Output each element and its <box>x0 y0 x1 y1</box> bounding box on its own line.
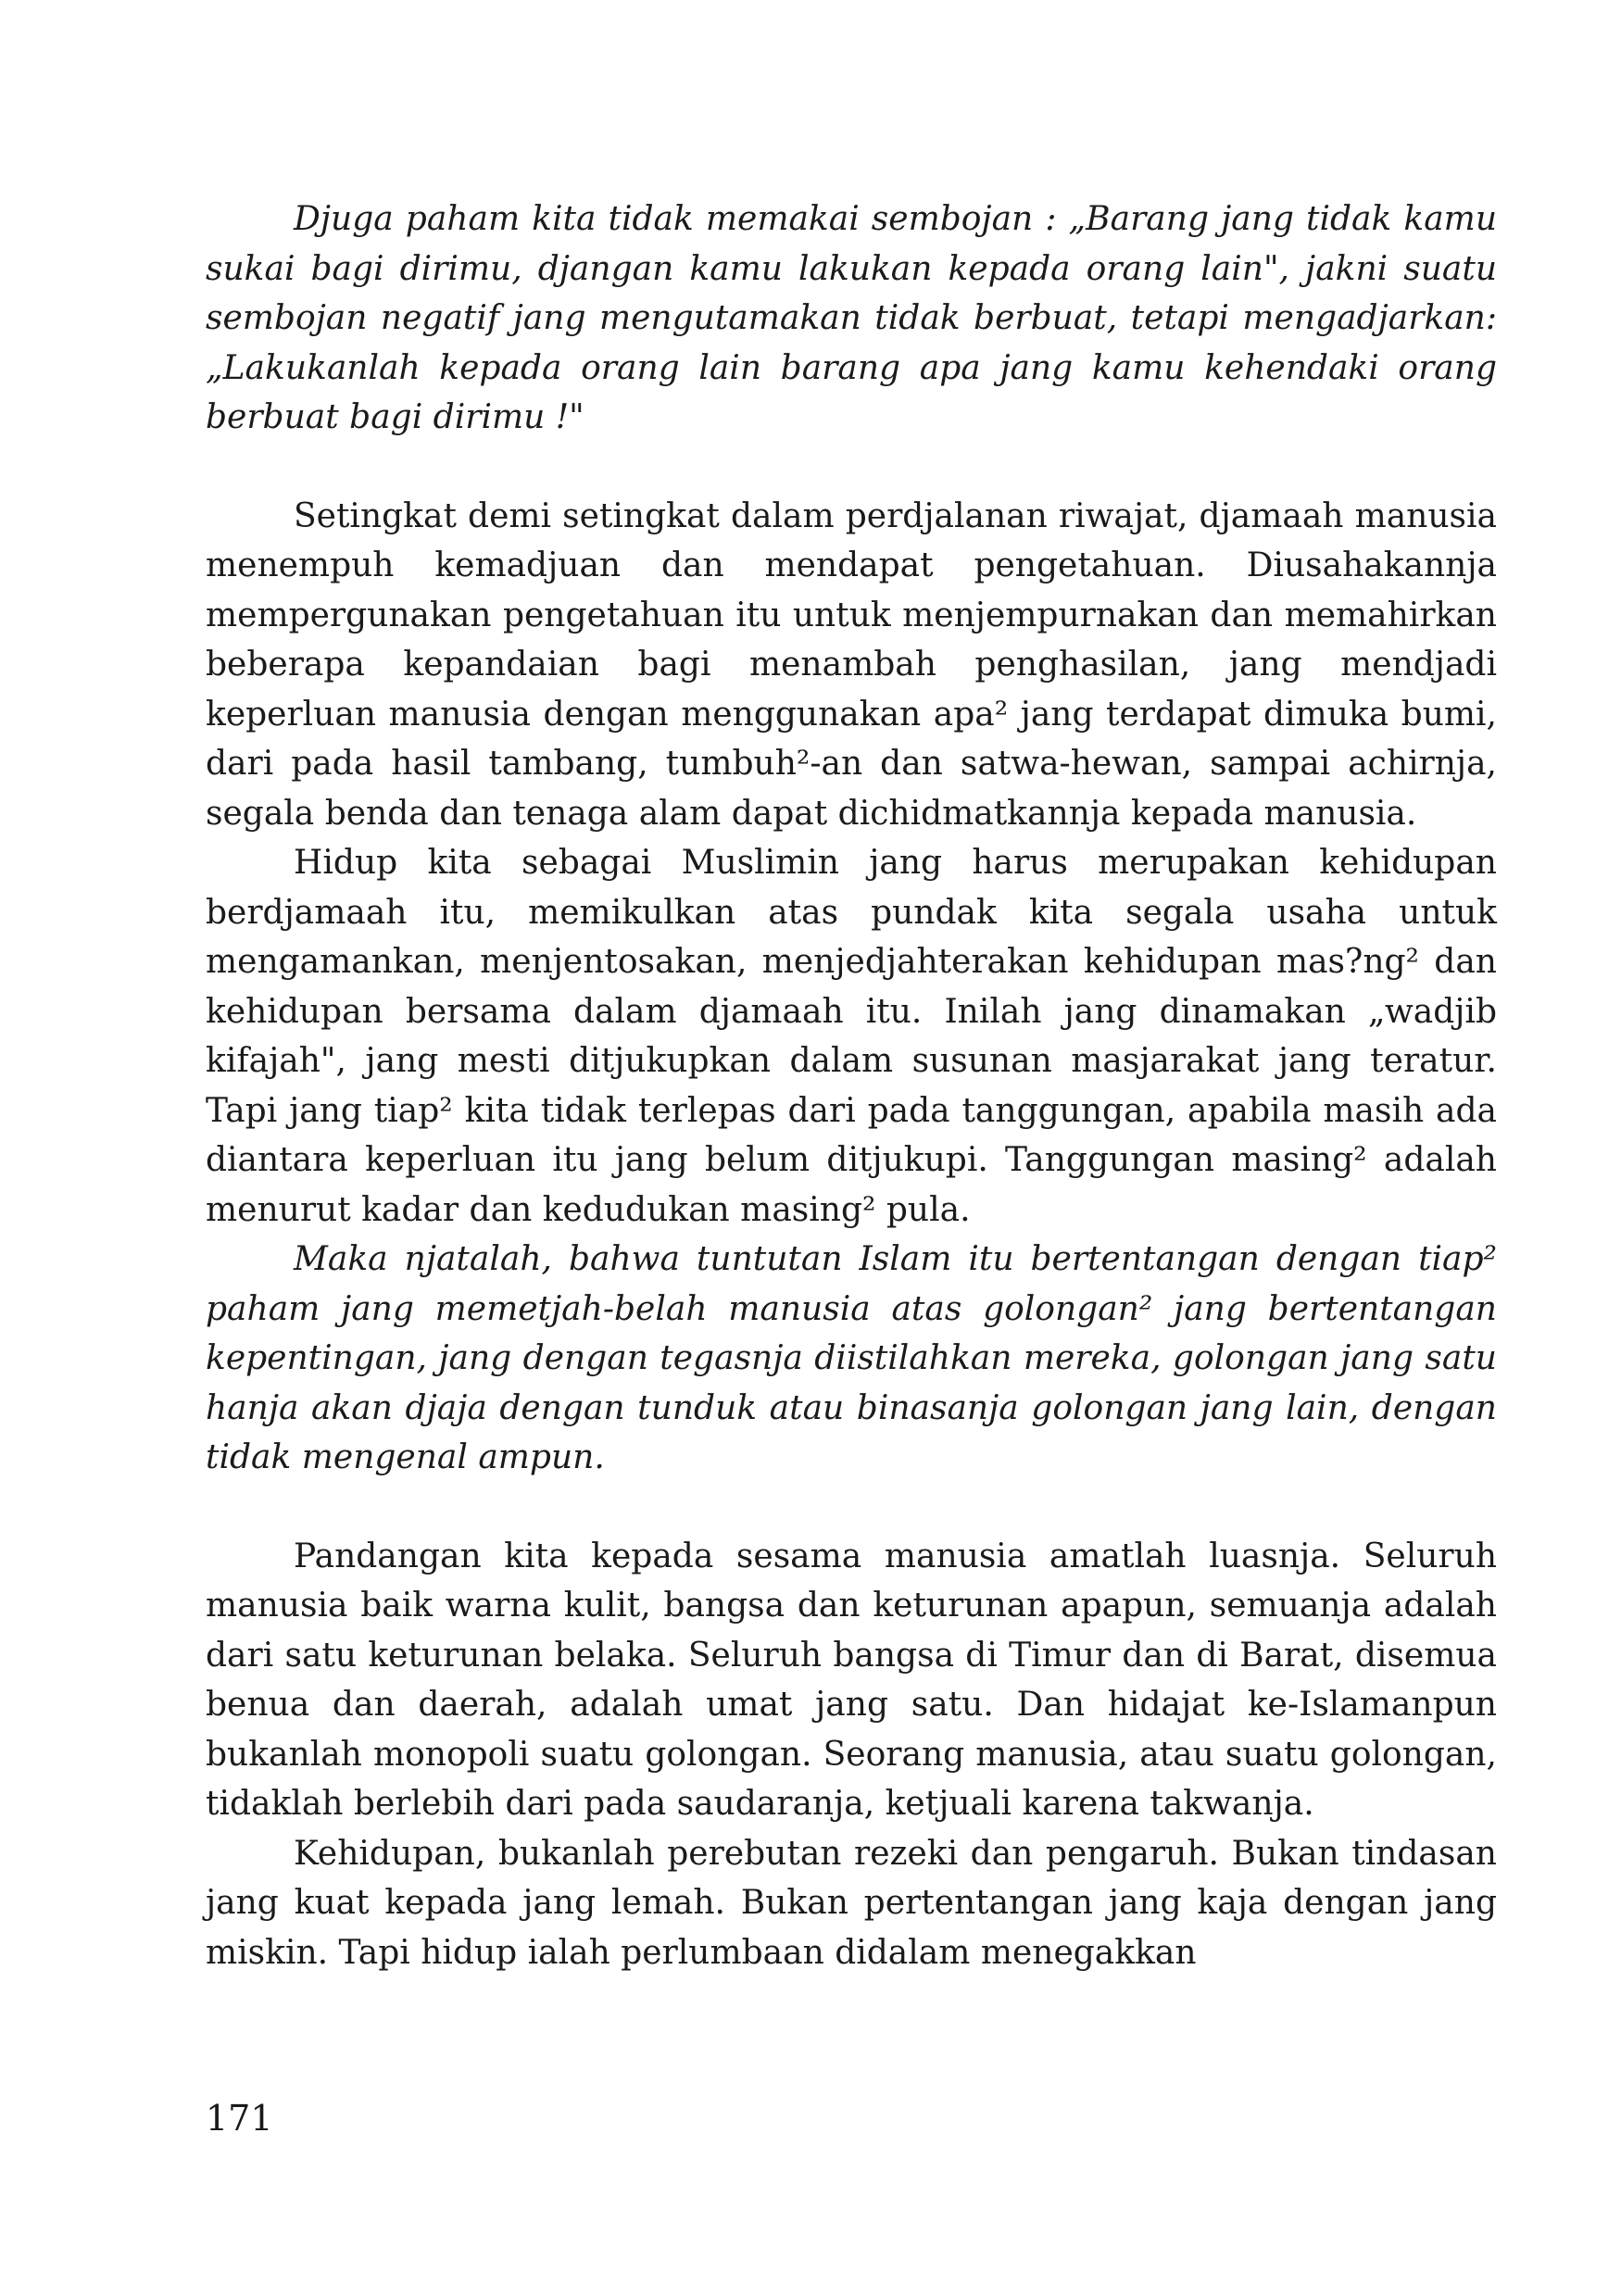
paragraph-kehidupan: Kehidupan, bukanlah perebutan rezeki dan pengaruh. Bukan tindasan jang kuat kepada jang lemah. Bukan pertentangan jang kaja dengan jang miskin. Tapi hidup ialah perlumbaan didalam menegakkan <box>206 1834 1497 1972</box>
page-number: 171 <box>206 2098 273 2139</box>
paragraph-hidup-muslimin: Hidup kita sebagai Muslimin jang harus merupakan kehidupan berdjamaah itu, memikulkan atas pundak kita segala usaha untuk mengamankan, menjentosakan, menjedjahterakan kehidupan mas?ng² dan kehidupan bersama dalam djamaah itu. Inilah jang dinamakan „wadjib kifajah", jang mesti ditjukupkan dalam susunan masjarakat jang teratur. Tapi jang tiap² kita tidak terlepas dari pada tanggungan, apabila masih ada diantara keperluan itu jang belum ditjukupi. Tanggungan masing² adalah menurut kadar dan kedudukan masing² pula. <box>206 844 1497 1229</box>
paragraph-pandangan: Pandangan kita kepada sesama manusia amatlah luasnja. Seluruh manusia baik warna kulit, bangsa dan keturunan apapun, semuanja adalah dari satu keturunan belaka. Seluruh bangsa di Timur dan di Barat, disemua benua dan daerah, adalah umat jang satu. Dan hidajat ke-Islamanpun bukanlah monopoli suatu golongan. Seorang manusia, atau suatu golongan, tidaklah berlebih dari pada saudaranja, ketjuali karena takwanja. <box>206 1537 1497 1823</box>
paragraph-sembojan: Djuga paham kita tidak memakai sembojan : „Barang jang tidak kamu sukai bagi dirimu, djangan kamu lakukan kepada orang lain", jakni suatu sembojan negatif jang mengutamakan tidak berbuat, tetapi mengadjarkan: „Lakukanlah kepada orang lain barang apa jang kamu kehendaki orang berbuat bagi dirimu !" <box>206 200 1497 436</box>
paragraph-maka-njatalah: Maka njatalah, bahwa tuntutan Islam itu bertentangan dengan tiap² paham jang memetjah-belah manusia atas golongan² jang bertentangan kepentingan, jang dengan tegasnja diistilahkan mereka, golongan jang satu hanja akan djaja dengan tunduk atau binasanja golongan jang lain, dengan tidak mengenal ampun. <box>206 1240 1497 1476</box>
page-body <box>206 194 1497 1977</box>
paragraph-setingkat: Setingkat demi setingkat dalam perdjalanan riwajat, djamaah manusia menempuh kemadjuan dan mendapat pengetahuan. Diusahakannja mempergunakan pengetahuan itu untuk menjempurnakan dan memahirkan beberapa kepandaian bagi menambah penghasilan, jang mendjadi keperluan manusia dengan menggunakan apa² jang terdapat dimuka bumi, dari pada hasil tambang, tumbuh²-an dan satwa-hewan, sampai achirnja, segala benda dan tenaga alam dapat dichidmatkannja kepada manusia. <box>206 496 1497 833</box>
